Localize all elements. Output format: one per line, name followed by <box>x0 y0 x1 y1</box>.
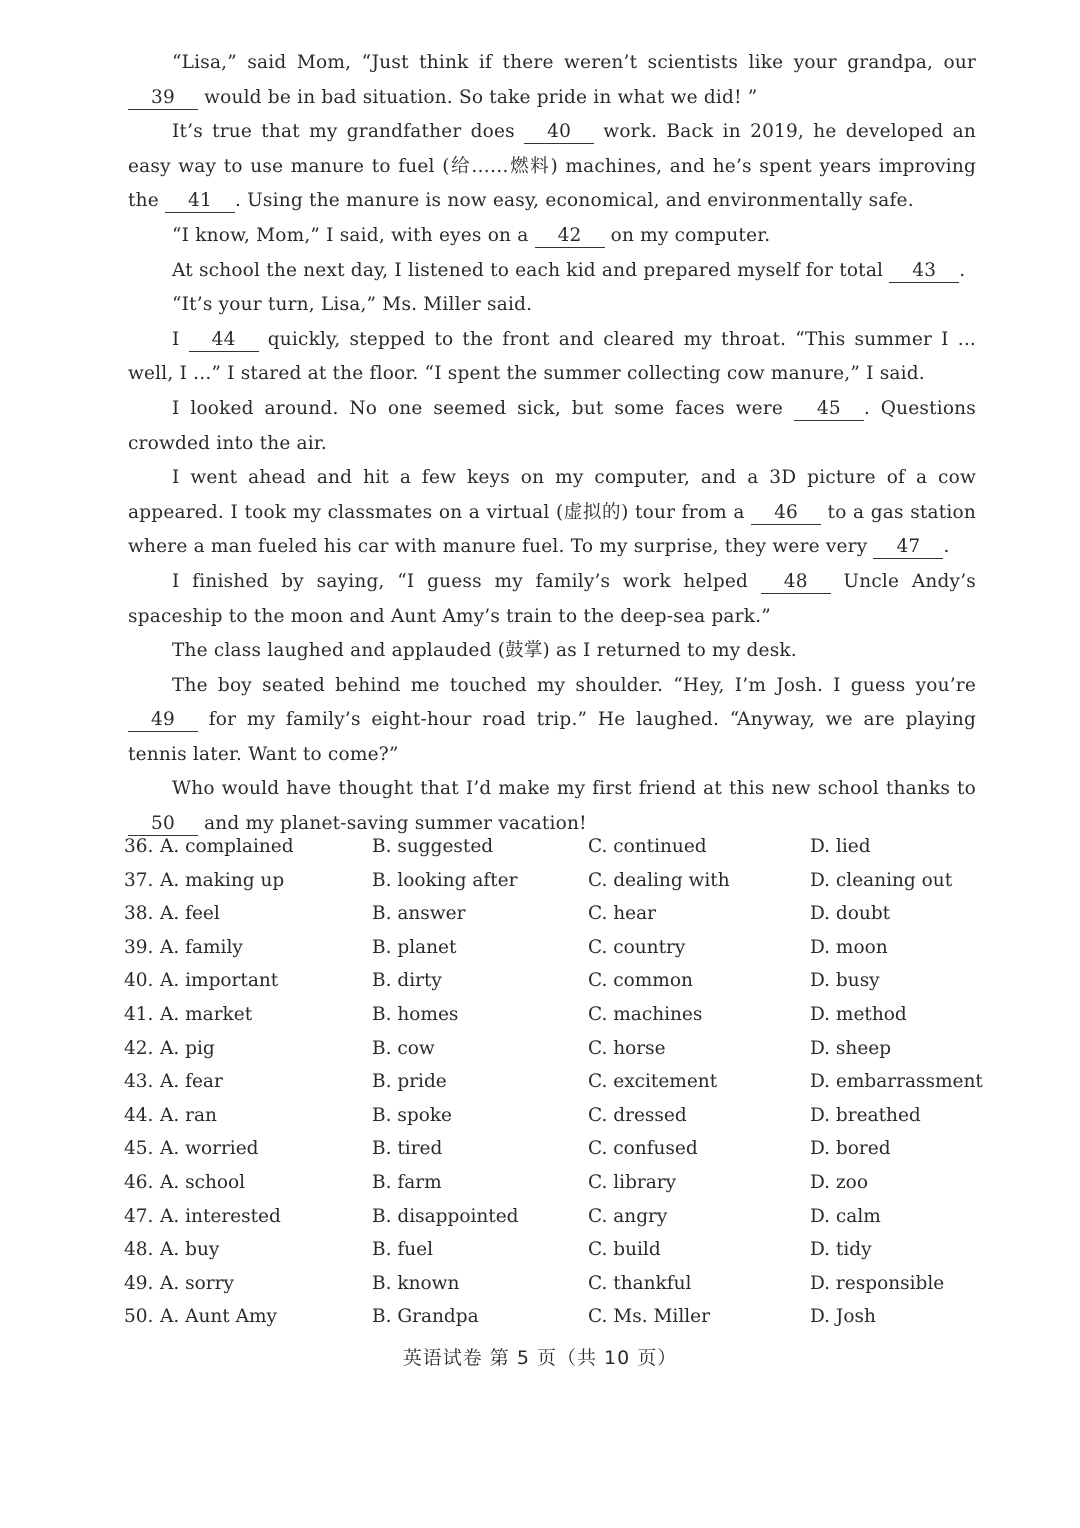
passage-paragraph <box>128 323 976 392</box>
answer-blank: 50 <box>128 813 198 836</box>
option-d: D. busy <box>810 970 880 992</box>
option-d: D. sheep <box>810 1037 892 1059</box>
question-row <box>124 998 984 1032</box>
answer-blank: 44 <box>189 329 259 352</box>
question-number: 45. <box>124 1138 154 1160</box>
option-c: C. hear <box>588 903 656 925</box>
passage-text: The class laughed and applauded (鼓掌) as I returned to my desk. <box>172 640 797 662</box>
option-b: B. known <box>372 1272 460 1294</box>
answer-blank: 46 <box>751 502 821 525</box>
answer-blank: 39 <box>128 87 198 110</box>
option-a: A. ran <box>160 1104 217 1126</box>
question-row <box>124 864 984 898</box>
option-b: B. planet <box>372 936 457 958</box>
option-b: B. spoke <box>372 1104 452 1126</box>
question-row <box>124 1032 984 1066</box>
question-row <box>124 1166 984 1200</box>
option-c: C. library <box>588 1171 677 1193</box>
option-d: D. moon <box>810 936 888 958</box>
question-number: 36. <box>124 836 154 857</box>
passage-text: would be in bad situation. So take pride in what we did! ” <box>198 86 758 108</box>
option-d: D. doubt <box>810 903 891 925</box>
passage-text: . Questions crowded into the air. <box>128 397 976 454</box>
option-b: B. pride <box>372 1071 447 1093</box>
answer-blank: 48 <box>761 571 831 594</box>
option-d: D. Josh <box>810 1306 876 1328</box>
option-b: B. farm <box>372 1171 442 1193</box>
answer-blank: 43 <box>889 260 959 283</box>
option-b: B. disappointed <box>372 1205 519 1227</box>
option-b: B. Grandpa <box>372 1306 479 1328</box>
question-number: 44. <box>124 1104 154 1126</box>
option-a: A. market <box>160 1003 253 1025</box>
option-a: A. feel <box>160 903 220 925</box>
option-d: D. cleaning out <box>810 869 953 891</box>
option-b: B. fuel <box>372 1239 433 1261</box>
passage-text: quickly, stepped to the front and cleared my throat. “This summer I ... well, I ...” I stared at the floor. “I spent the summer collecting cow manure,” I said. <box>128 328 976 385</box>
option-c: C. common <box>588 970 693 992</box>
question-number: 37. <box>124 869 154 891</box>
passage-paragraph <box>128 461 976 565</box>
question-number: 50. <box>124 1306 154 1328</box>
option-a: A. buy <box>160 1239 220 1261</box>
option-d: D. zoo <box>810 1171 868 1193</box>
passage-text: At school the next day, I listened to each kid and prepared myself for total <box>172 259 890 281</box>
option-b: B. answer <box>372 903 466 925</box>
passage-paragraph <box>128 115 976 219</box>
passage-text: . Using the manure is now easy, economical, and environmentally safe. <box>234 190 914 212</box>
passage-text: Uncle Andy’s spaceship to the moon and Aunt Amy’s train to the deep-sea park.” <box>128 570 976 627</box>
question-number: 38. <box>124 903 154 925</box>
passage-text: “I know, Mom,” I said, with eyes on a <box>172 224 535 246</box>
option-a: A. sorry <box>160 1272 234 1294</box>
question-row <box>124 1267 984 1301</box>
option-c: C. machines <box>588 1003 703 1025</box>
option-d: D. bored <box>810 1138 891 1160</box>
question-number: 40. <box>124 970 154 992</box>
option-c: C. horse <box>588 1037 666 1059</box>
passage-text: I finished by saying, “I guess my family’s work helped <box>172 570 761 592</box>
passage-text: “It’s your turn, Lisa,” Ms. Miller said. <box>172 294 533 316</box>
question-number: 49. <box>124 1272 154 1294</box>
option-c: C. dealing with <box>588 869 730 891</box>
option-d: D. calm <box>810 1205 881 1227</box>
cloze-passage <box>128 46 976 842</box>
option-d: D. lied <box>810 836 871 857</box>
option-c: C. confused <box>588 1138 698 1160</box>
question-row <box>124 1233 984 1267</box>
question-number: 39. <box>124 936 154 958</box>
question-row <box>124 1099 984 1133</box>
question-options <box>124 830 984 1334</box>
passage-text: work. Back in 2019, he developed an easy way to use manure to fuel (给……燃料) machines, and he’s spent years improving the <box>128 121 976 212</box>
option-c: C. excitement <box>588 1071 718 1093</box>
option-a: A. fear <box>160 1071 223 1093</box>
passage-paragraph <box>128 669 976 773</box>
question-number: 41. <box>124 1003 154 1025</box>
option-d: D. responsible <box>810 1272 945 1294</box>
passage-paragraph <box>128 565 976 634</box>
option-a: A. important <box>160 970 279 992</box>
passage-paragraph <box>128 634 976 669</box>
option-a: A. Aunt Amy <box>160 1306 277 1328</box>
passage-text: I <box>172 328 189 350</box>
option-b: B. homes <box>372 1003 459 1025</box>
passage-text: Who would have thought that I’d make my first friend at this new school thanks to <box>172 778 976 800</box>
question-row <box>124 1300 984 1334</box>
option-a: A. complained <box>160 836 294 857</box>
option-d: D. embarrassment <box>810 1071 983 1093</box>
passage-text: I went ahead and hit a few keys on my computer, and a 3D picture of a cow appeared. I took my classmates on a virtual (虚拟的) tour from a <box>128 467 976 523</box>
option-c: C. thankful <box>588 1272 692 1294</box>
option-a: A. making up <box>160 869 285 891</box>
option-d: D. tidy <box>810 1239 872 1261</box>
answer-blank: 41 <box>165 190 235 213</box>
answer-blank: 47 <box>873 536 943 559</box>
option-a: A. interested <box>160 1205 281 1227</box>
option-a: A. worried <box>160 1138 259 1160</box>
option-b: B. dirty <box>372 970 442 992</box>
passage-text: “Lisa,” said Mom, “Just think if there weren’t scientists like your grandpa, our <box>172 52 976 73</box>
option-c: C. Ms. Miller <box>588 1306 710 1328</box>
answer-blank: 42 <box>535 225 605 248</box>
question-number: 43. <box>124 1071 154 1093</box>
option-a: A. pig <box>160 1037 215 1059</box>
option-b: B. suggested <box>372 836 494 857</box>
passage-paragraph <box>128 219 976 254</box>
passage-paragraph <box>128 254 976 289</box>
passage-text: on my computer. <box>604 224 771 246</box>
passage-text: . <box>943 536 950 558</box>
option-c: C. angry <box>588 1205 668 1227</box>
option-b: B. cow <box>372 1037 435 1059</box>
option-a: A. school <box>160 1171 246 1193</box>
option-d: D. method <box>810 1003 907 1025</box>
answer-blank: 40 <box>524 121 594 144</box>
answer-blank: 49 <box>128 709 198 732</box>
passage-text: and my planet-saving summer vacation! <box>198 813 587 835</box>
passage-text: . <box>959 259 966 281</box>
question-number: 47. <box>124 1205 154 1227</box>
passage-text: The boy seated behind me touched my shoulder. “Hey, I’m Josh. I guess you’re <box>172 674 976 696</box>
passage-paragraph <box>128 392 976 461</box>
page-footer: 英语试卷 第 5 页（共 10 页） <box>402 1347 678 1369</box>
option-c: C. build <box>588 1239 661 1261</box>
option-b: B. looking after <box>372 869 518 891</box>
passage-text: It’s true that my grandfather does <box>172 121 525 143</box>
question-row <box>124 931 984 965</box>
question-row <box>124 1065 984 1099</box>
question-number: 46. <box>124 1171 154 1193</box>
passage-text: to a gas station where a man fueled his car with manure fuel. To my surprise, they were very <box>128 501 976 558</box>
option-b: B. tired <box>372 1138 443 1160</box>
question-number: 48. <box>124 1239 154 1261</box>
passage-paragraph <box>128 288 976 323</box>
answer-blank: 45 <box>794 398 864 421</box>
question-row <box>124 1132 984 1166</box>
passage-text: I looked around. No one seemed sick, but some faces were <box>172 397 794 419</box>
option-d: D. breathed <box>810 1104 921 1126</box>
question-row <box>124 964 984 998</box>
question-row <box>124 830 984 864</box>
question-row <box>124 897 984 931</box>
question-row <box>124 1200 984 1234</box>
question-number: 42. <box>124 1037 154 1059</box>
passage-text: for my family’s eight-hour road trip.” He laughed. “Anyway, we are playing tennis later. Want to come?” <box>128 709 976 765</box>
option-a: A. family <box>160 936 243 958</box>
option-c: C. continued <box>588 836 707 857</box>
passage-paragraph <box>128 46 976 115</box>
option-c: C. dressed <box>588 1104 687 1126</box>
option-c: C. country <box>588 936 686 958</box>
